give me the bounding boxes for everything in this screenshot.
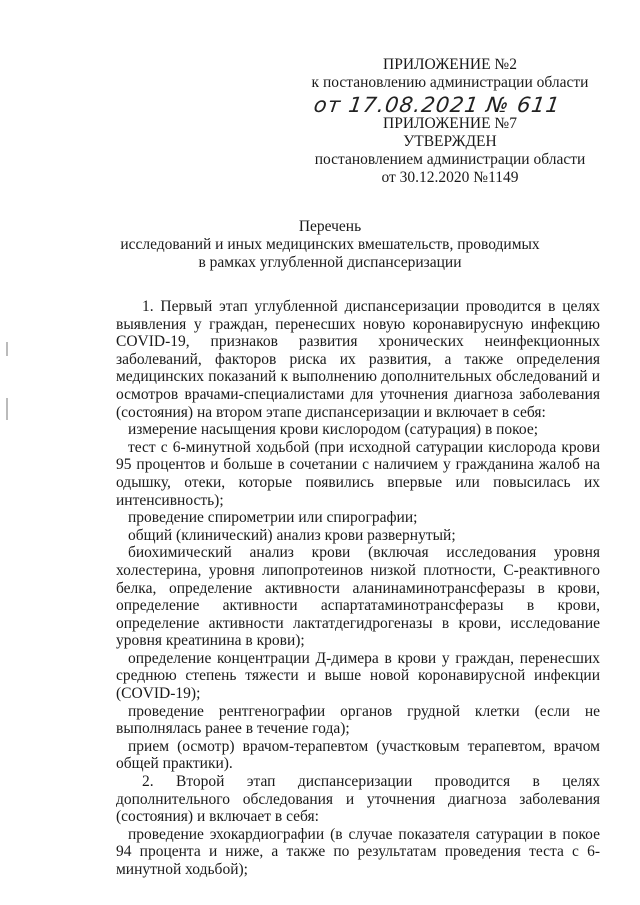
document-title (60, 218, 600, 272)
title-line-3: в рамках углубленной диспансеризации (198, 254, 462, 271)
approved-by-label: постановлением администрации области (314, 151, 586, 168)
paragraph-2: 2. Второй этап диспансеризации проводится в целях дополнительного обследования и уточнения диагноза заболевания (состояния) и включает в себя: (116, 773, 600, 826)
scan-edge-mark (6, 398, 8, 420)
approved-date-label: от 30.12.2020 №1149 (381, 169, 519, 186)
title-line-2: исследований и иных медицинских вмешательств, проводимых (120, 236, 540, 253)
handwritten-date-number: от 17.08.2021 № 611 (312, 93, 562, 117)
approval-header (300, 115, 600, 187)
list-item: определение концентрации Д-димера в крови у граждан, перенесших среднюю степень тяжести и выше новой коронавирусной инфекции (COVID-19); (116, 649, 600, 703)
scan-edge-mark (6, 342, 8, 356)
list-item: биохимический анализ крови (включая исследования уровня холестерина, уровня липопротеинов низкой плотности, С-реактивного белка, определение активности аланинаминотрансферазы в крови, определение активности аспартатаминотрансферазы в крови, определение активности лактатдегидрогеназы в крови, исследование уровня креатинина в крови); (116, 544, 600, 650)
list-item: измерение насыщения крови кислородом (сатурация) в покое; (128, 421, 539, 439)
appendix-header (300, 56, 600, 118)
list-item: общий (клинический) анализ крови развернутый; (128, 526, 456, 544)
appendix-7-label: ПРИЛОЖЕНИЕ №7 (383, 115, 517, 132)
title-line-1: Перечень (298, 218, 362, 235)
list-item: прием (осмотр) врачом-терапевтом (участковым терапевтом, врачом общей практики). (116, 737, 600, 773)
to-decree-label: к постановлению администрации области (311, 74, 589, 91)
document-body (116, 298, 600, 879)
list-item: проведение спирометрии или спирографии; (128, 509, 418, 527)
paragraph-1: 1. Первый этап углубленной диспансеризации проводится в целях выявления у граждан, перенесших новую коронавирусную инфекцию COVID-19, признаков развития хронических неинфекционных заболеваний, факторов риска их развития, а также определения медицинских показаний к выполнению дополнительных обследований и осмотров врачами-специалистами для уточнения диагноза заболевания (состояния) на втором этапе диспансеризации и включает в себя: (116, 298, 600, 421)
list-item: тест с 6-минутной ходьбой (при исходной сатурации кислорода крови 95 процентов и больше в сочетании с наличием у гражданина жалоб на одышку, отеки, которые появились впервые или повысилась их интенсивность); (116, 438, 600, 509)
list-item: проведение рентгенографии органов грудной клетки (если не выполнялась ранее в течение года); (116, 702, 600, 738)
list-item: проведение эхокардиографии (в случае показателя сатурации в покое 94 процента и ниже, а также по результатам проведения теста с 6-минутной ходьбой); (116, 825, 600, 878)
approved-label: УТВЕРЖДЕН (403, 133, 497, 150)
appendix-2-label: ПРИЛОЖЕНИЕ №2 (383, 56, 517, 73)
